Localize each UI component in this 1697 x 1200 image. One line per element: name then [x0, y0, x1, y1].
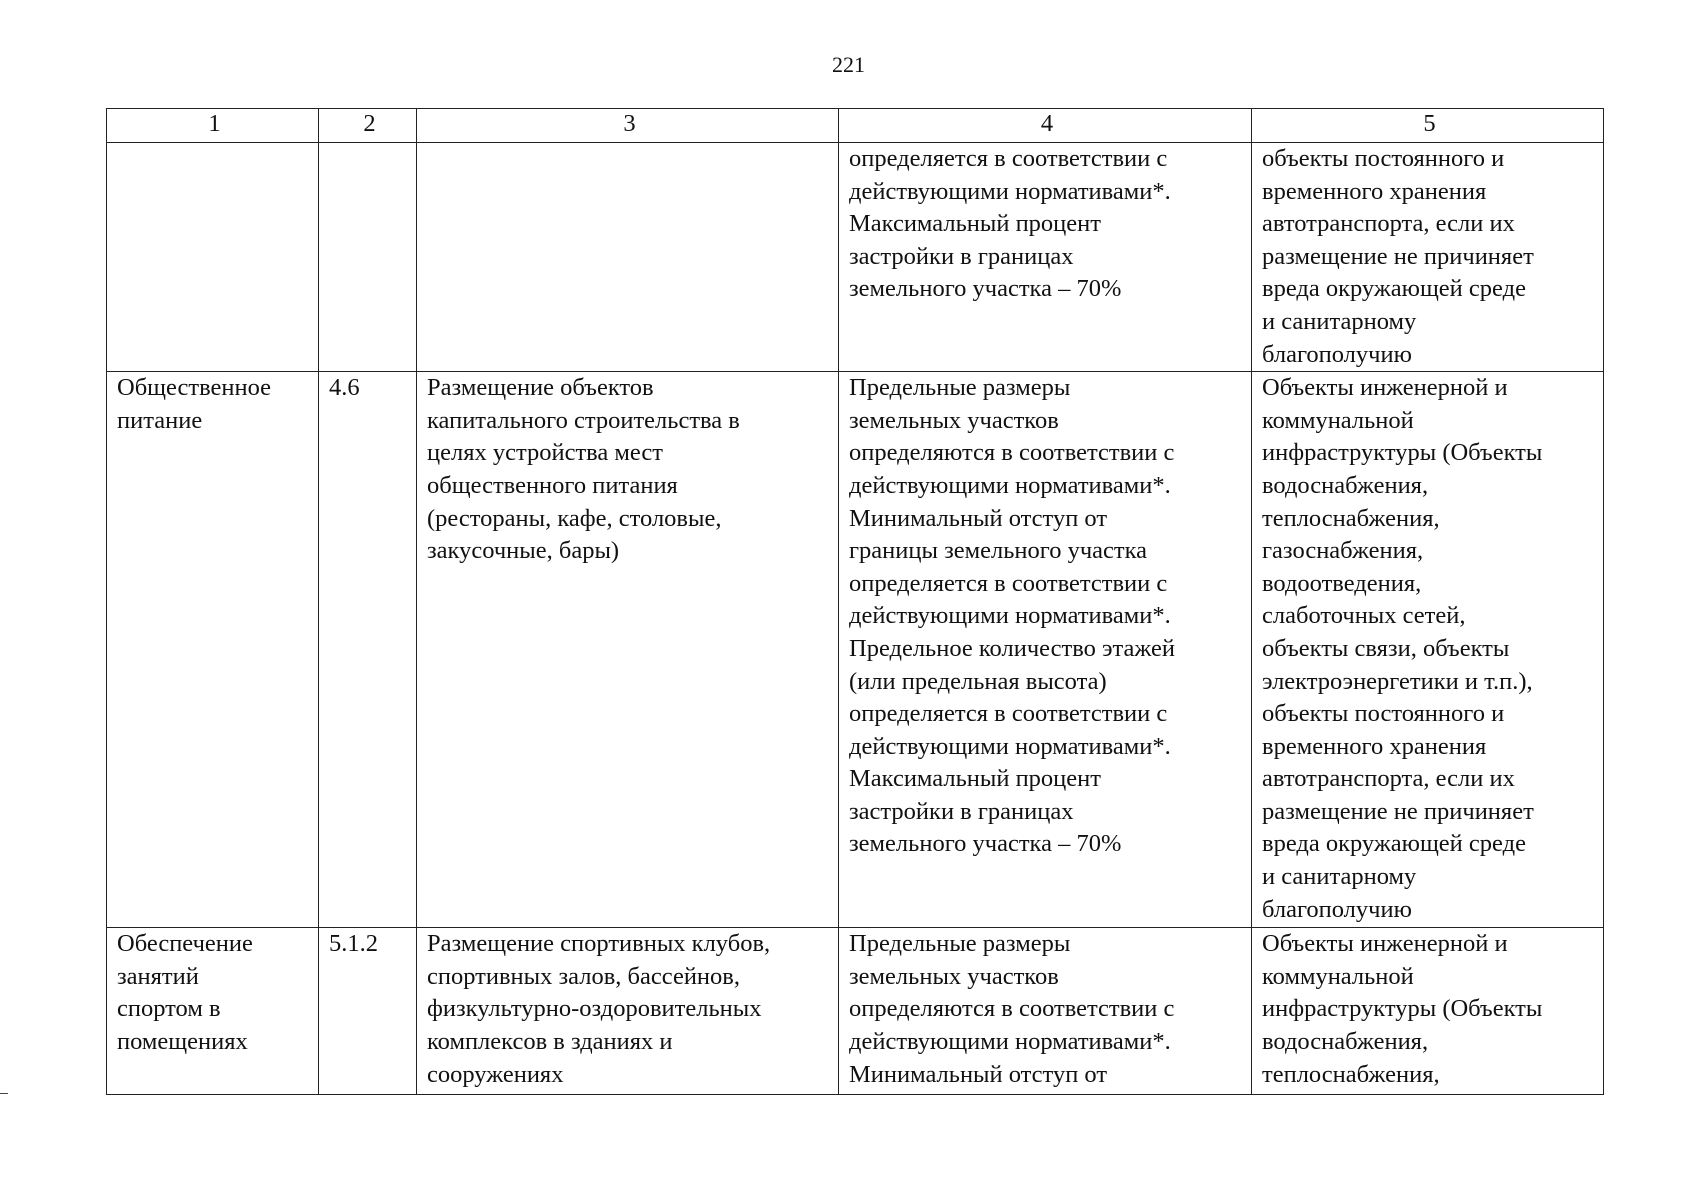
- cell-text-line: помещениях: [117, 1027, 248, 1055]
- cell-text-line: Объекты инженерной и: [1262, 374, 1508, 402]
- cell-text-line: питание: [117, 406, 203, 434]
- cell-text-line: границы земельного участка: [849, 537, 1148, 565]
- cell-text-line: капитального строительства в: [427, 406, 740, 434]
- cell-text-line: и санитарному: [1262, 307, 1417, 335]
- cell-text-line: определяется в соответствии с: [849, 700, 1168, 728]
- header-cell-4: 4: [839, 109, 1252, 143]
- cell-text-line: автотранспорта, если их: [1262, 210, 1515, 238]
- scan-edge-mark: [0, 1093, 8, 1094]
- cell-text-line: слаботочных сетей,: [1262, 602, 1466, 630]
- cell-text-line: Предельные размеры: [849, 930, 1071, 958]
- cell-auxiliary-uses: [1252, 372, 1604, 928]
- cell-text-line: действующими нормативами*.: [849, 471, 1171, 499]
- cell-text-line: Обеспечение: [117, 930, 253, 958]
- cell-text-line: коммунальной: [1262, 406, 1414, 434]
- table-row: [107, 372, 1604, 928]
- cell-text-line: газоснабжения,: [1262, 537, 1424, 565]
- table-row: [107, 143, 1604, 372]
- cell-text-line: объекты постоянного и: [1262, 145, 1505, 172]
- cell-text-line: комплексов в зданиях и: [427, 1027, 673, 1055]
- cell-text-line: Максимальный процент: [849, 765, 1101, 793]
- cell-text-line: автотранспорта, если их: [1262, 765, 1515, 793]
- cell-parameters: [839, 372, 1252, 928]
- page-number-text: 221: [832, 52, 865, 77]
- cell-text-line: определяется в соответствии с: [849, 145, 1168, 172]
- cell-description: [417, 928, 839, 1095]
- cell-text-line: спортивных залов, бассейнов,: [427, 962, 740, 990]
- cell-text-line: благополучию: [1262, 895, 1412, 923]
- cell-text-line: действующими нормативами*.: [849, 602, 1171, 630]
- cell-text-line: 5.1.2: [329, 930, 378, 958]
- cell-text-line: определяются в соответствии с: [849, 995, 1175, 1023]
- cell-use-name: [107, 143, 319, 372]
- cell-text-line: Максимальный процент: [849, 210, 1101, 238]
- cell-text-line: застройки в границах: [849, 242, 1074, 270]
- cell-text-line: Минимальный отступ от: [849, 504, 1108, 532]
- cell-text-line: объекты постоянного и: [1262, 700, 1505, 728]
- cell-text-line: закусочные, бары): [427, 537, 620, 565]
- cell-code: [319, 143, 417, 372]
- cell-text-line: физкультурно-оздоровительных: [427, 995, 762, 1023]
- cell-text-line: Общественное: [117, 374, 272, 402]
- cell-parameters: [839, 928, 1252, 1095]
- cell-text-line: размещение не причиняет: [1262, 797, 1534, 825]
- cell-text-line: временного хранения: [1262, 177, 1487, 205]
- cell-text-line: действующими нормативами*.: [849, 732, 1171, 760]
- cell-text-line: Объекты инженерной и: [1262, 930, 1508, 958]
- cell-text-line: коммунальной: [1262, 962, 1414, 990]
- header-cell-5: 5: [1252, 109, 1604, 143]
- cell-code: [319, 372, 417, 928]
- cell-parameters: [839, 143, 1252, 372]
- cell-text-line: определяются в соответствии с: [849, 439, 1175, 467]
- cell-text-line: Размещение спортивных клубов,: [427, 930, 771, 958]
- cell-text-line: 4.6: [329, 374, 360, 402]
- cell-text-line: вреда окружающей среде: [1262, 830, 1526, 858]
- cell-text-line: занятий: [117, 962, 199, 990]
- cell-text-line: (или предельная высота): [849, 667, 1107, 695]
- cell-text-line: водоснабжения,: [1262, 1027, 1429, 1055]
- cell-text-line: общественного питания: [427, 471, 678, 499]
- cell-text-line: застройки в границах: [849, 797, 1074, 825]
- cell-text-line: действующими нормативами*.: [849, 177, 1171, 205]
- cell-text-line: Минимальный отступ от: [849, 1060, 1108, 1088]
- cell-text-line: сооружениях: [427, 1060, 564, 1088]
- cell-code: [319, 928, 417, 1095]
- cell-text-line: действующими нормативами*.: [849, 1027, 1171, 1055]
- header-cell-3: 3: [417, 109, 839, 143]
- cell-text-line: Размещение объектов: [427, 374, 654, 402]
- page-number: [0, 52, 1697, 78]
- cell-use-name: [107, 928, 319, 1095]
- cell-text-line: инфраструктуры (Объекты: [1262, 995, 1543, 1023]
- table-header-row: [107, 109, 1604, 143]
- cell-text-line: размещение не причиняет: [1262, 242, 1534, 270]
- cell-text-line: целях устройства мест: [427, 439, 663, 467]
- header-cell-1: 1: [107, 109, 319, 143]
- cell-description: [417, 143, 839, 372]
- cell-text-line: и санитарному: [1262, 863, 1417, 891]
- cell-text-line: земельного участка – 70%: [849, 830, 1122, 858]
- cell-text-line: инфраструктуры (Объекты: [1262, 439, 1543, 467]
- cell-text-line: электроэнергетики и т.п.),: [1262, 667, 1533, 695]
- cell-auxiliary-uses: [1252, 928, 1604, 1095]
- cell-text-line: Предельные размеры: [849, 374, 1071, 402]
- cell-text-line: земельных участков: [849, 962, 1059, 990]
- cell-text-line: (рестораны, кафе, столовые,: [427, 504, 722, 532]
- cell-text-line: земельных участков: [849, 406, 1059, 434]
- cell-text-line: водоснабжения,: [1262, 471, 1429, 499]
- header-cell-2: 2: [319, 109, 417, 143]
- cell-text-line: теплоснабжения,: [1262, 1060, 1440, 1088]
- cell-text-line: земельного участка – 70%: [849, 275, 1122, 303]
- cell-text-line: водоотведения,: [1262, 569, 1422, 597]
- regulations-table: [106, 108, 1604, 1095]
- cell-text-line: вреда окружающей среде: [1262, 275, 1526, 303]
- cell-auxiliary-uses: [1252, 143, 1604, 372]
- cell-text-line: определяется в соответствии с: [849, 569, 1168, 597]
- cell-use-name: [107, 372, 319, 928]
- cell-text-line: Предельное количество этажей: [849, 634, 1175, 662]
- cell-description: [417, 372, 839, 928]
- cell-text-line: объекты связи, объекты: [1262, 634, 1510, 662]
- cell-text-line: благополучию: [1262, 340, 1412, 368]
- cell-text-line: временного хранения: [1262, 732, 1487, 760]
- table-row: [107, 928, 1604, 1095]
- cell-text-line: спортом в: [117, 995, 221, 1023]
- cell-text-line: теплоснабжения,: [1262, 504, 1440, 532]
